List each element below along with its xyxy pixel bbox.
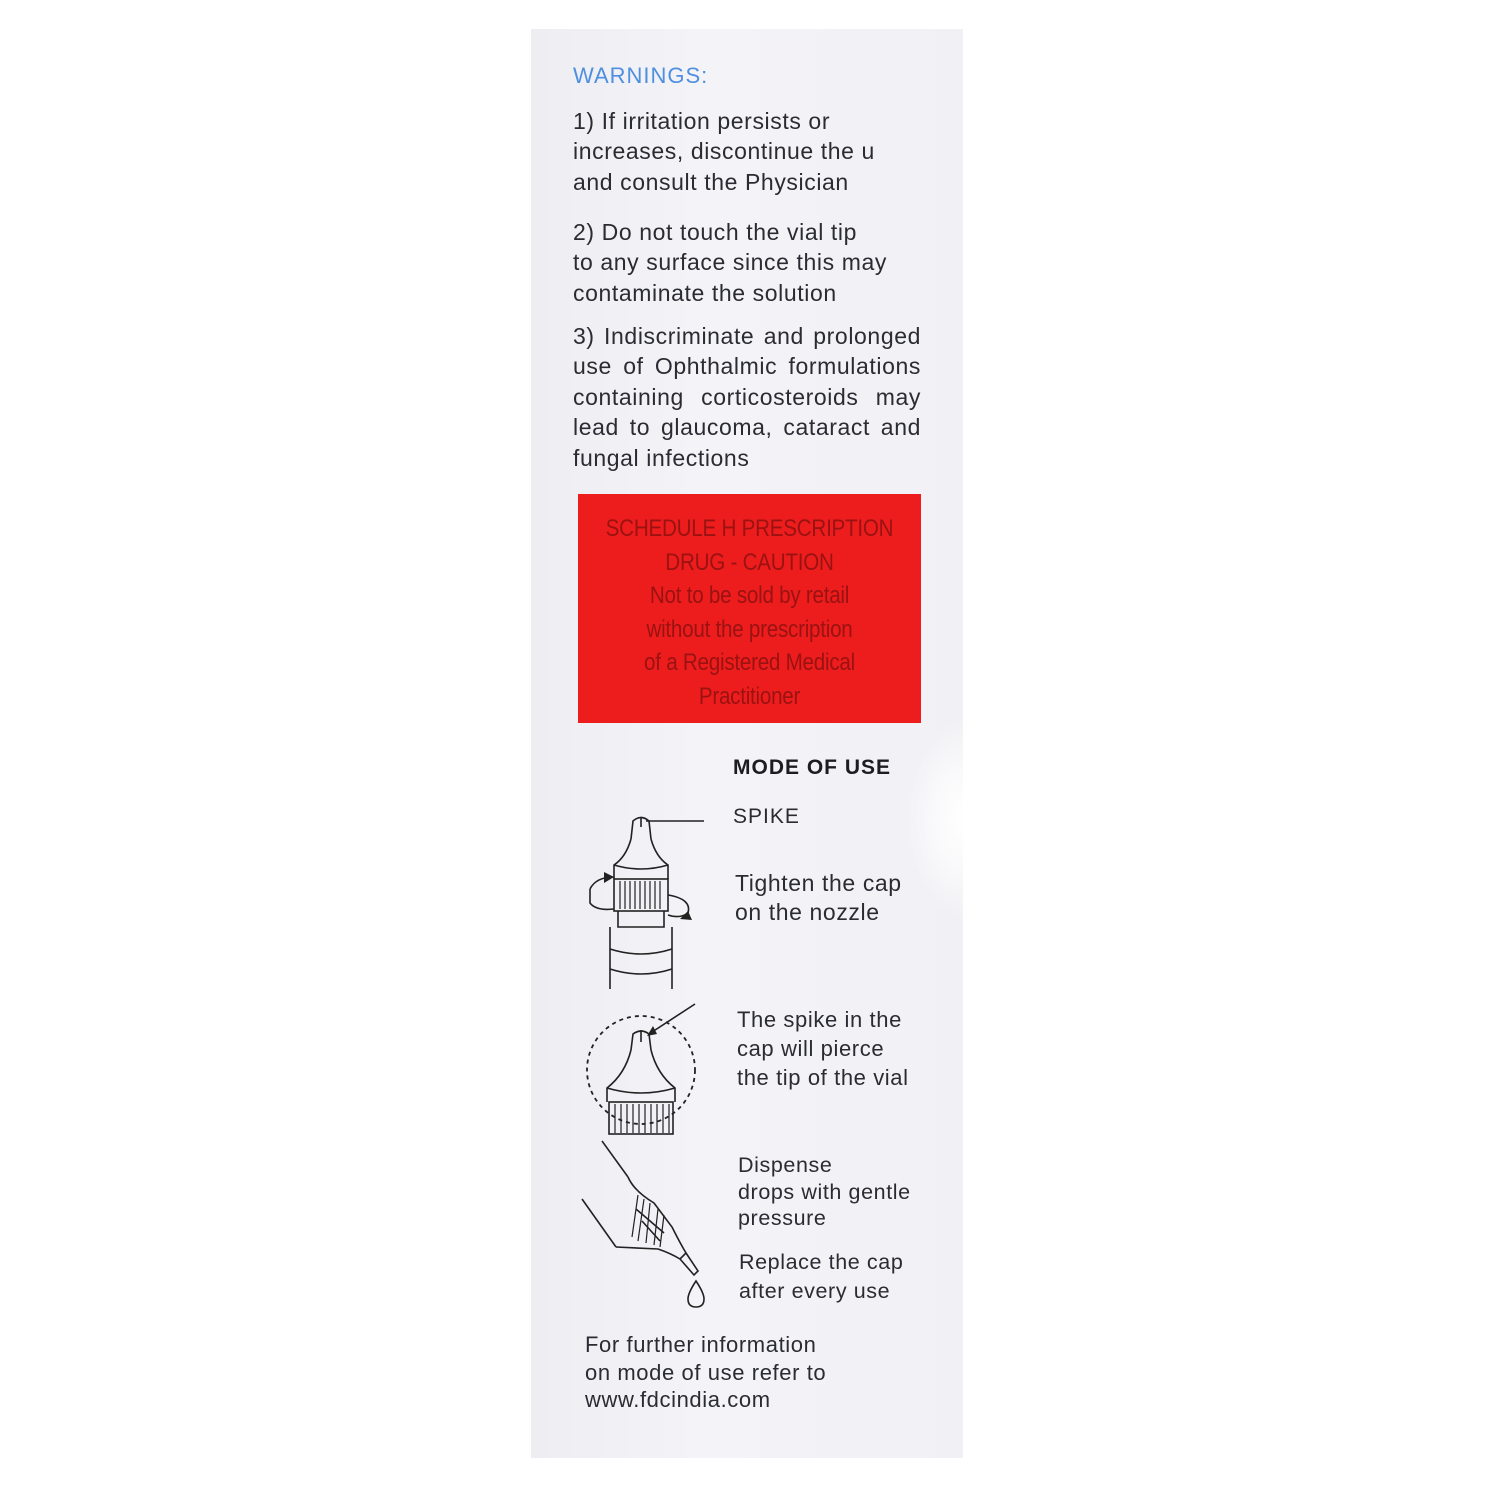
vial-cap-tighten-icon [576,799,716,999]
warning-item-2: 2) Do not touch the vial tip to any surface since this may contaminate the solution [573,219,887,306]
warnings-title: WARNINGS: [573,63,709,88]
spike-label: SPIKE [733,805,800,828]
carton-crease [903,719,963,919]
schedule-h-caution-box: SCHEDULE H PRESCRIPTION DRUG - CAUTION Not to be sold by retail without the prescription of a Registered Medical Practitioner [578,494,921,723]
step-dispense-text: Dispense drops with gentle pressure [738,1153,911,1230]
warning-item-1: 1) If irritation persists or increases, discontinue the u and consult the Physician [573,108,875,195]
dropper-dispense-icon [576,1129,726,1309]
warning-item-3: 3) Indiscriminate and prolonged use of Ophthalmic formulations containing corticosteroids may lead to glaucoma, cataract and fungal infections [573,323,921,471]
step-replace-text: Replace the cap after every use [739,1250,904,1303]
website-url: www.fdcindia.com [585,1387,771,1412]
mode-of-use-title: MODE OF USE [733,756,892,779]
carton-panel [531,29,963,1458]
step-pierce-text: The spike in the cap will pierce the tip of the vial [737,1007,909,1090]
step-tighten-text: Tighten the cap on the nozzle [735,870,902,925]
further-info-text: For further information on mode of use refer to www.fdcindia.com [585,1332,827,1412]
spike-pierce-icon [581,994,721,1144]
